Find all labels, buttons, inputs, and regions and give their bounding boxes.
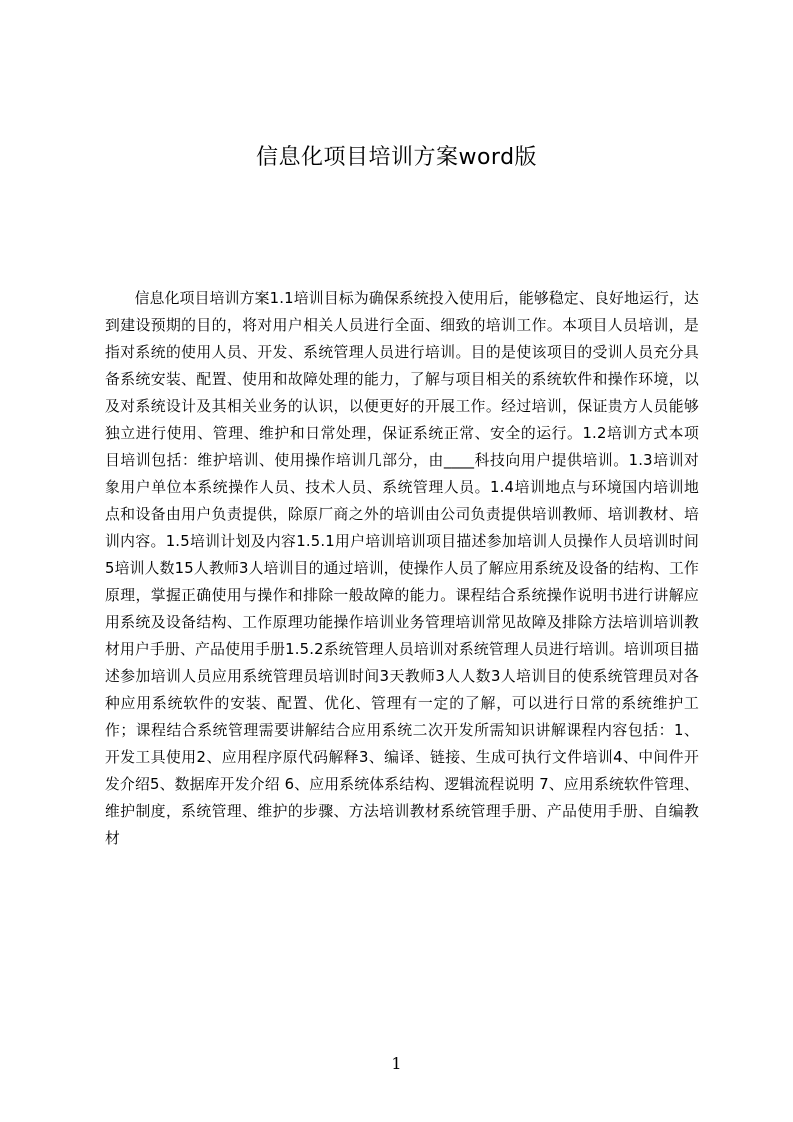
document-title: 信息化项目培训方案word版	[255, 145, 538, 170]
page-number: 1	[391, 1054, 402, 1073]
document-body-paragraph: 信息化项目培训方案1.1培训目标为确保系统投入使用后，能够稳定、良好地运行，达到建设预期的目的，将对用户相关人员进行全面、细致的培训工作。本项目人员培训，是指对系统的使用人员、开发、系统管理人员进行培训。目的是使该项目的受训人员充分具备系统安装、配置、使用和故障处理的能力，了解与项目相关的系统软件和操作环境，以及对系统设计及其相关业务的认识，以便更好的开展工作。经过培训，保证贵方人员能够独立进行使用、管理、维护和日常处理，保证系统正常、安全的运行。1.2培训方式本项目培训包括：维护培训、使用操作培训几部分，由____科技向用户提供培训。1.3培训对象用户单位本系统操作人员、技术人员、系统管理人员。1.4培训地点与环境国内培训地点和设备由用户负责提供，除原厂商之外的培训由公司负责提供培训教师、培训教材、培训内容。1.5培训计划及内容1.5.1用户培训培训项目描述参加培训人员操作人员培训时间5培训人数15人教师3人培训目的通过培训，使操作人员了解应用系统及设备的结构、工作原理，掌握正确使用与操作和排除一般故障的能力。课程结合系统操作说明书进行讲解应用系统及设备结构、工作原理功能操作培训业务管理培训常见故障及排除方法培训培训教材用户手册、产品使用手册1.5.2系统管理人员培训对系统管理人员进行培训。培训项目描述参加培训人员应用系统管理员培训时间3天教师3人人数3人培训目的使系统管理员对各种应用系统软件的安装、配置、优化、管理有一定的了解，可以进行日常的系统维护工作；课程结合系统管理需要讲解结合应用系统二次开发所需知识讲解课程内容包括：1、开发工具使用2、应用程序原代码解释3、编译、链接、生成可执行文件培训4、中间件开发介绍5、数据库开发介绍 6、应用系统体系结构、逻辑流程说明 7、应用系统软件管理、维护制度，系统管理、维护的步骤、方法培训教材系统管理手册、产品使用手册、自编教材	[105, 290, 699, 847]
